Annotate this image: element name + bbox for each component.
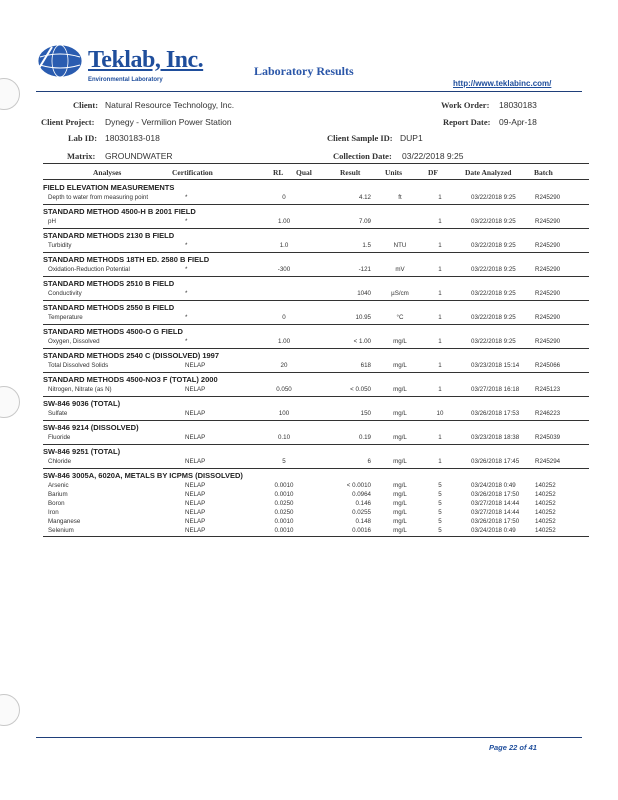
table-cell: mg/L	[393, 517, 407, 525]
table-cell: mg/L	[393, 410, 407, 417]
section-rule	[43, 536, 589, 537]
table-cell: Oxygen, Dissolved	[48, 338, 100, 345]
col-certification: Certification	[172, 168, 213, 177]
table-cell: 140252	[535, 482, 556, 489]
section-title: SW-846 9214 (DISSOLVED)	[43, 423, 139, 432]
table-cell: pH	[48, 218, 56, 225]
table-cell: ft	[398, 194, 402, 201]
table-cell: Iron	[48, 508, 59, 516]
table-cell: 0.0016	[352, 526, 371, 534]
table-cell: 03/22/2018 9:25	[471, 338, 516, 345]
table-cell: R245290	[535, 314, 561, 321]
table-cell: 03/24/2018 0:49	[471, 482, 516, 489]
table-cell: < 1.00	[353, 338, 371, 345]
lab-id-value: 18030183-018	[105, 133, 160, 143]
table-cell: R245290	[535, 194, 561, 201]
footer-divider	[36, 737, 582, 738]
section-rule	[43, 204, 589, 205]
table-cell: 1	[438, 218, 442, 225]
table-cell: 0.050	[276, 386, 292, 393]
table-cell: R245290	[535, 266, 561, 273]
table-cell: Depth to water from measuring point	[48, 194, 149, 201]
section-title: STANDARD METHODS 2130 B FIELD	[43, 231, 175, 240]
table-cell: Turbidity	[48, 242, 72, 249]
table-cell: mg/L	[393, 434, 407, 441]
header-divider	[36, 91, 582, 92]
collection-value: 03/22/2018 9:25	[402, 151, 464, 161]
table-cell: 03/27/2018 14:44	[471, 508, 520, 516]
client-label: Client:	[73, 100, 99, 110]
table-cell: °C	[396, 314, 404, 321]
table-cell: Manganese	[48, 517, 81, 525]
table-cell: 1	[438, 314, 442, 321]
table-cell: < 0.0010	[346, 482, 371, 489]
sample-id-label: Client Sample ID:	[327, 133, 393, 143]
table-cell: 03/23/2018 18:38	[471, 434, 520, 441]
table-cell: 0.0010	[274, 517, 294, 525]
project-value: Dynegy - Vermilion Power Station	[105, 117, 232, 127]
table-cell: 4.12	[358, 194, 371, 201]
table-cell: 20	[280, 362, 288, 369]
table-cell: 5	[438, 490, 442, 498]
table-cell: 03/22/2018 9:25	[471, 218, 516, 225]
table-cell: mg/L	[393, 499, 407, 507]
table-cell: 140252	[535, 517, 556, 525]
col-date-analyzed: Date Analyzed	[465, 168, 512, 177]
punch-hole	[0, 386, 20, 418]
report-date-label: Report Date:	[443, 117, 491, 127]
table-cell: 1	[438, 266, 442, 273]
table-cell: Barium	[48, 490, 68, 498]
table-cell: mg/L	[393, 338, 407, 345]
table-cell: R245290	[535, 290, 561, 297]
table-cell: NELAP	[185, 434, 206, 441]
section-title: STANDARD METHODS 2550 B FIELD	[43, 303, 175, 312]
table-cell: 03/27/2018 14:44	[471, 499, 520, 507]
matrix-label: Matrix:	[67, 151, 96, 161]
table-cell: 03/23/2018 15:14	[471, 362, 520, 369]
table-cell: 5	[438, 517, 442, 525]
table-cell: R245290	[535, 218, 561, 225]
col-qual: Qual	[296, 168, 312, 177]
table-cell: 140252	[535, 508, 556, 516]
section-rule	[43, 444, 589, 445]
table-cell: 1.5	[362, 242, 371, 249]
table-cell: Total Dissolved Solids	[48, 362, 109, 369]
table-cell: 0	[282, 194, 286, 201]
table-cell: 0.19	[358, 434, 371, 441]
table-cell: 0.0010	[274, 482, 294, 489]
page-number: Page 22 of 41	[489, 743, 537, 752]
table-cell: 6	[367, 458, 371, 465]
section-title: STANDARD METHODS 4500-NO3 F (TOTAL) 2000	[43, 375, 218, 384]
table-cell: 5	[282, 458, 286, 465]
table-cell: 1.00	[277, 218, 291, 225]
table-cell: 5	[438, 508, 442, 516]
table-cell: NELAP	[185, 482, 206, 489]
table-cell: 150	[360, 410, 371, 417]
section-title: FIELD ELEVATION MEASUREMENTS	[43, 183, 175, 192]
table-cell: 1	[438, 338, 442, 345]
page-title: Laboratory Results	[254, 64, 354, 78]
globe-logo-icon	[34, 43, 84, 79]
table-cell: 03/26/2018 17:50	[471, 490, 520, 498]
table-cell: NELAP	[185, 508, 206, 516]
section-rule	[43, 228, 589, 229]
table-cell: Sulfate	[48, 410, 68, 417]
section-title: STANDARD METHODS 18TH ED. 2580 B FIELD	[43, 255, 210, 264]
table-cell: Chloride	[48, 458, 72, 465]
table-cell: 0.146	[355, 499, 371, 507]
col-batch: Batch	[534, 168, 553, 177]
section-title: SW-846 9036 (TOTAL)	[43, 399, 121, 408]
work-order-label: Work Order:	[441, 100, 490, 110]
section-title: STANDARD METHODS 2510 B FIELD	[43, 279, 175, 288]
table-top-rule	[43, 163, 589, 164]
table-cell: mg/L	[393, 362, 407, 369]
table-cell: < 0.050	[350, 386, 371, 393]
table-cell: Fluoride	[48, 434, 71, 441]
table-cell: 03/22/2018 9:25	[471, 242, 516, 249]
section-rule	[43, 372, 589, 373]
table-cell: 7.09	[358, 218, 371, 225]
table-cell: mg/L	[393, 458, 407, 465]
table-cell: NELAP	[185, 517, 206, 525]
table-header-rule	[43, 179, 589, 180]
table-cell: 1	[438, 362, 442, 369]
table-cell: Arsenic	[48, 482, 69, 489]
table-cell: mg/L	[393, 508, 407, 516]
section-title: SW-846 9251 (TOTAL)	[43, 447, 121, 456]
table-cell: Temperature	[48, 314, 83, 321]
table-cell: 0.10	[277, 434, 291, 441]
brand-name: Teklab, Inc.	[88, 47, 204, 73]
section-rule	[43, 348, 589, 349]
table-cell: *	[185, 266, 188, 273]
table-cell: 5	[438, 499, 442, 507]
table-cell: Selenium	[48, 526, 74, 534]
table-cell: 03/26/2018 17:45	[471, 458, 520, 465]
work-order-value: 18030183	[499, 100, 537, 110]
client-value: Natural Resource Technology, Inc.	[105, 100, 235, 110]
table-cell: R245039	[535, 434, 561, 441]
table-cell: 140252	[535, 490, 556, 498]
col-rl: RL	[273, 168, 284, 177]
table-cell: 0.0255	[352, 508, 371, 516]
sample-id-value: DUP1	[400, 133, 423, 143]
section-title: STANDARD METHOD 4500-H B 2001 FIELD	[43, 207, 196, 216]
table-cell: *	[185, 314, 188, 321]
matrix-value: GROUNDWATER	[105, 151, 173, 161]
col-analyses: Analyses	[93, 168, 122, 177]
table-cell: 0.0010	[274, 490, 294, 498]
table-cell: mg/L	[393, 526, 407, 534]
table-cell: 1	[438, 242, 442, 249]
table-cell: 03/27/2018 16:18	[471, 386, 520, 393]
table-cell: 0.0964	[352, 490, 371, 498]
table-cell: 1	[438, 290, 442, 297]
section-rule	[43, 324, 589, 325]
table-cell: 03/22/2018 9:25	[471, 266, 516, 273]
report-date-value: 09-Apr-18	[499, 117, 537, 127]
table-cell: R245290	[535, 242, 561, 249]
table-cell: 03/26/2018 17:50	[471, 517, 520, 525]
section-rule	[43, 300, 589, 301]
table-cell: NELAP	[185, 458, 206, 465]
table-cell: Nitrogen, Nitrate (as N)	[48, 386, 112, 393]
table-cell: 1.0	[279, 242, 289, 249]
table-cell: 03/22/2018 9:25	[471, 194, 516, 201]
table-cell: R245294	[535, 458, 561, 465]
punch-hole	[0, 78, 20, 110]
section-title: STANDARD METHODS 2540 C (DISSOLVED) 1997	[43, 351, 220, 360]
table-cell: *	[185, 242, 188, 249]
brand-subtitle: Environmental Laboratory	[88, 77, 163, 83]
table-cell: 140252	[535, 499, 556, 507]
table-cell: 1	[438, 434, 442, 441]
lab-id-label: Lab ID:	[68, 133, 98, 143]
table-cell: 03/26/2018 17:53	[471, 410, 520, 417]
table-cell: R245066	[535, 362, 561, 369]
punch-hole	[0, 694, 20, 726]
project-label: Client Project:	[41, 117, 95, 127]
table-cell: 1	[438, 194, 442, 201]
table-cell: NELAP	[185, 499, 206, 507]
table-cell: Boron	[48, 499, 65, 507]
table-cell: 5	[438, 526, 442, 534]
table-cell: NELAP	[185, 490, 206, 498]
table-cell: 1	[438, 458, 442, 465]
section-title: STANDARD METHODS 4500-O G FIELD	[43, 327, 183, 336]
table-cell: 03/24/2018 0:49	[471, 526, 516, 534]
table-cell: mg/L	[393, 490, 407, 498]
table-cell: 0.148	[355, 517, 371, 525]
table-cell: 10	[436, 410, 444, 417]
table-cell: *	[185, 194, 188, 201]
section-rule	[43, 396, 589, 397]
table-cell: R245123	[535, 386, 561, 393]
table-cell: R246223	[535, 410, 561, 417]
col-result: Result	[340, 168, 361, 177]
table-cell: 5	[438, 482, 442, 489]
table-cell: NELAP	[185, 410, 206, 417]
table-cell: 03/22/2018 9:25	[471, 314, 516, 321]
table-cell: -300	[277, 266, 291, 273]
col-units: Units	[385, 168, 403, 177]
table-cell: 10.95	[355, 314, 371, 321]
table-cell: NELAP	[185, 386, 206, 393]
section-rule	[43, 420, 589, 421]
table-cell: R245290	[535, 338, 561, 345]
collection-label: Collection Date:	[333, 151, 392, 161]
table-cell: mg/L	[393, 482, 407, 489]
col-df: DF	[428, 168, 438, 177]
table-cell: 1.00	[277, 338, 291, 345]
website-link[interactable]: http://www.teklabinc.com/	[453, 79, 552, 88]
table-cell: *	[185, 338, 188, 345]
table-cell: 100	[278, 410, 290, 417]
table-cell: 03/22/2018 9:25	[471, 290, 516, 297]
table-cell: *	[185, 218, 188, 225]
table-cell: 0.0250	[274, 508, 294, 516]
table-cell: 140252	[535, 526, 556, 534]
table-cell: -121	[358, 266, 371, 273]
section-rule	[43, 276, 589, 277]
table-cell: mg/L	[393, 386, 407, 393]
table-cell: NELAP	[185, 526, 206, 534]
table-cell: NELAP	[185, 362, 206, 369]
table-cell: 618	[360, 362, 371, 369]
table-cell: µS/cm	[391, 290, 409, 297]
table-cell: 0	[282, 314, 286, 321]
table-cell: Oxidation-Reduction Potential	[48, 266, 130, 273]
section-rule	[43, 468, 589, 469]
table-cell: Conductivity	[48, 290, 82, 297]
table-cell: 1	[438, 386, 442, 393]
section-rule	[43, 252, 589, 253]
table-cell: *	[185, 290, 188, 297]
section-title: SW-846 3005A, 6020A, METALS BY ICPMS (DISSOLVED)	[43, 471, 243, 480]
table-cell: NTU	[393, 242, 407, 249]
table-cell: 0.0010	[274, 526, 294, 534]
table-cell: 0.0250	[274, 499, 294, 507]
table-cell: mV	[395, 266, 405, 273]
table-cell: 1040	[357, 290, 371, 297]
